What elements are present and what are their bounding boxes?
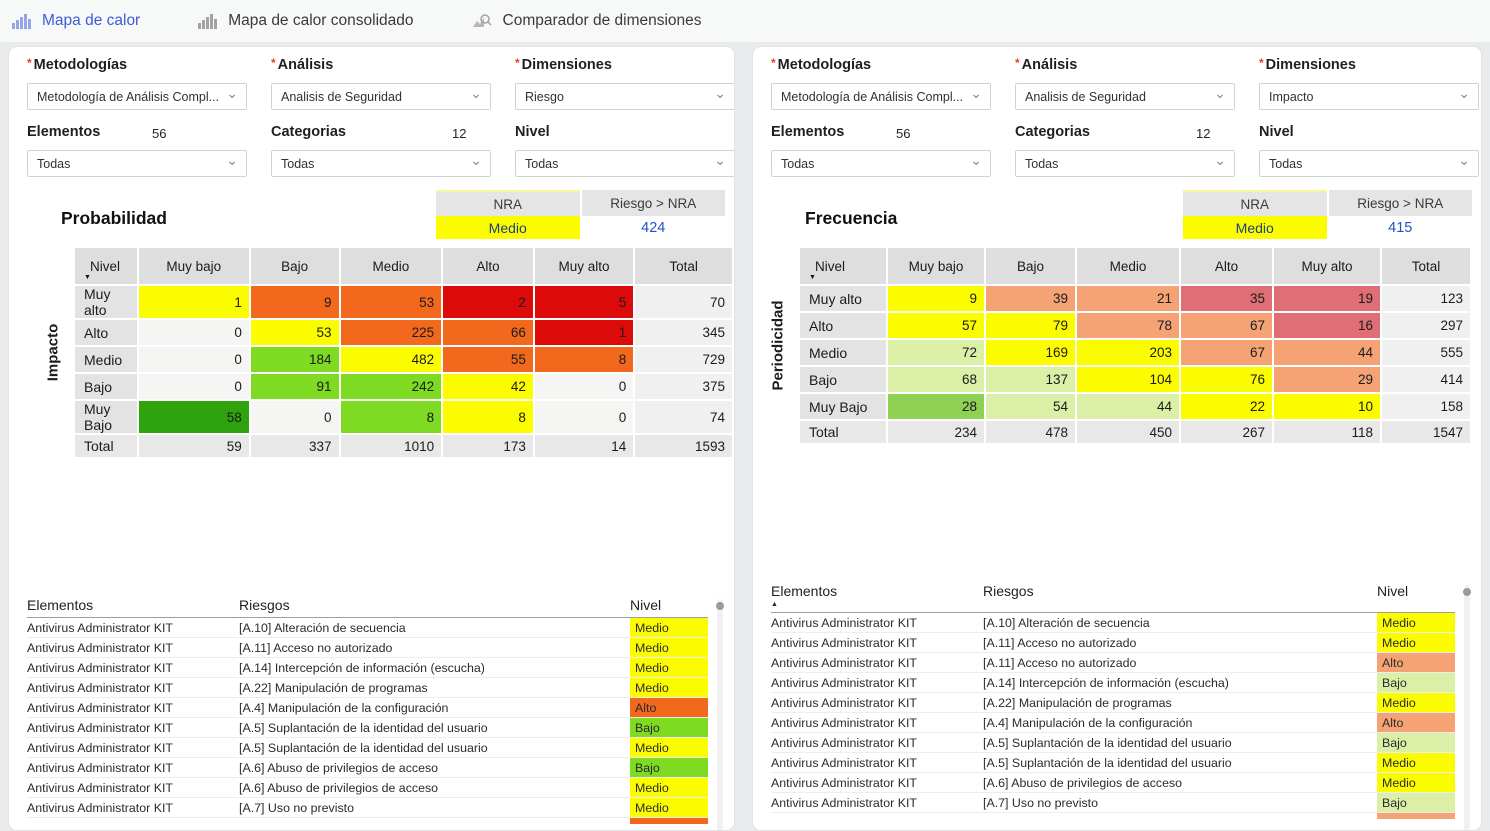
matrix-cell[interactable]: 16 <box>1274 313 1380 338</box>
nivel-cell: Medio <box>1377 693 1455 712</box>
matrix-row-total: 297 <box>1382 313 1470 338</box>
matrix-cell[interactable]: 44 <box>1274 340 1380 365</box>
matrix-column-total: 267 <box>1181 421 1272 443</box>
matrix-cell[interactable]: 68 <box>888 367 984 392</box>
matrix-cell[interactable]: 8 <box>443 401 533 433</box>
filter-label: Elementos <box>27 124 101 140</box>
elemento-cell: Antivirus Administrator KIT <box>27 640 173 655</box>
matrix-grand-total: 1593 <box>635 435 732 457</box>
riesgo-cell: [A.14] Intercepción de información (escucha) <box>983 675 1229 690</box>
riesgo-cell: [A.6] Abuso de privilegios de acceso <box>239 760 439 775</box>
nra-header: NRA <box>1183 190 1327 216</box>
column-header-nivel[interactable]: Nivel <box>1377 583 1409 599</box>
matrix-cell[interactable]: 10 <box>1274 394 1380 419</box>
matrix-cell[interactable]: 1 <box>139 286 249 318</box>
elemento-cell: Antivirus Administrator KIT <box>27 740 173 755</box>
riesgo-cell: [A.5] Suplantación de la identidad del usuario <box>983 755 1232 770</box>
chart-title: Frecuencia <box>805 208 898 228</box>
nivel-cell: Medio <box>1377 753 1455 772</box>
nivel-cell: Medio <box>630 738 708 757</box>
table-row[interactable] <box>771 753 1455 773</box>
filter-dropdown[interactable] <box>515 150 735 177</box>
elemento-cell: Antivirus Administrator KIT <box>771 615 917 630</box>
elemento-cell: Antivirus Administrator KIT <box>771 635 917 650</box>
elemento-cell: Antivirus Administrator KIT <box>771 755 917 770</box>
matrix-cell[interactable]: 2 <box>443 286 533 318</box>
heatmap-matrix <box>73 246 734 459</box>
matrix-row-total: 414 <box>1382 367 1470 392</box>
dropdown-selected-value: Todas <box>1025 156 1059 171</box>
nivel-cell: Medio <box>630 638 708 657</box>
filter-label: Nivel <box>515 124 550 140</box>
matrix-column-total: 234 <box>888 421 984 443</box>
filter-label: Análisis <box>277 57 334 73</box>
riesgo-cell: [A.10] Alteración de secuencia <box>239 620 406 635</box>
matrix-row-label[interactable]: Muy alto <box>75 286 137 318</box>
chevron-down-icon: ⌄ <box>714 85 726 101</box>
matrix-column-total: 337 <box>251 435 339 457</box>
column-chart-icon <box>198 14 217 29</box>
matrix-cell[interactable]: 1 <box>535 320 633 345</box>
heatmap-matrix <box>798 246 1472 445</box>
matrix-cell[interactable]: 169 <box>986 340 1075 365</box>
elemento-cell: Antivirus Administrator KIT <box>27 780 173 795</box>
matrix-cell[interactable]: 67 <box>1181 340 1272 365</box>
matrix-cell[interactable]: 72 <box>888 340 984 365</box>
matrix-column-header[interactable]: Muy bajo <box>888 248 984 284</box>
elemento-cell: Antivirus Administrator KIT <box>27 700 173 715</box>
filter-label: Metodologías <box>33 57 128 73</box>
table-row[interactable] <box>771 733 1455 753</box>
filter-group <box>1259 124 1479 177</box>
riesgo-gt-nra-header: Riesgo > NRA <box>582 190 726 216</box>
dropdown-selected-value: Todas <box>781 156 815 171</box>
matrix-column-header[interactable]: Total <box>1382 248 1470 284</box>
nivel-cell: Medio <box>1377 613 1455 632</box>
matrix-column-header[interactable]: Muy alto <box>535 248 633 284</box>
matrix-cell[interactable]: 22 <box>1181 394 1272 419</box>
filter-dropdown[interactable] <box>771 150 991 177</box>
matrix-column-total: 173 <box>443 435 533 457</box>
chart-title: Probabilidad <box>61 208 167 228</box>
sort-ascending-icon: ▲ <box>771 601 778 608</box>
matrix-corner-header[interactable]: Nivel ▼ <box>800 248 886 284</box>
table-row[interactable] <box>771 613 1455 633</box>
matrix-cell[interactable]: 19 <box>1274 286 1380 311</box>
table-row[interactable] <box>771 633 1455 653</box>
required-asterisk: * <box>1015 56 1020 70</box>
riesgo-gt-nra-header: Riesgo > NRA <box>1329 190 1473 216</box>
column-header-elementos[interactable]: Elementos <box>27 597 94 613</box>
matrix-cell[interactable]: 79 <box>986 313 1075 338</box>
filters-row <box>27 47 734 177</box>
matrix-row-label[interactable]: Medio <box>75 347 137 372</box>
matrix-column-total: 14 <box>535 435 633 457</box>
matrix-cell[interactable]: 184 <box>251 347 339 372</box>
riesgo-cell: [A.22] Manipulación de programas <box>983 695 1172 710</box>
partial-next-row <box>630 818 708 824</box>
filter-group <box>771 57 991 110</box>
tab-bar <box>0 0 1490 42</box>
nivel-cell: Medio <box>630 678 708 697</box>
table-row[interactable] <box>771 673 1455 693</box>
matrix-row-total: 158 <box>1382 394 1470 419</box>
riesgo-cell: [A.14] Intercepción de información (escucha) <box>239 660 485 675</box>
matrix-corner-header[interactable]: Nivel ▼ <box>75 248 137 284</box>
matrix-cell[interactable]: 76 <box>1181 367 1272 392</box>
filter-dropdown[interactable] <box>271 150 491 177</box>
dropdown-selected-value: Todas <box>37 156 71 171</box>
filter-dropdown[interactable] <box>771 83 991 110</box>
matrix-row-label[interactable]: Bajo <box>75 374 137 399</box>
matrix-cell[interactable]: 104 <box>1077 367 1179 392</box>
filter-label: Metodologías <box>777 57 872 73</box>
dropdown-selected-value: Todas <box>1269 156 1303 171</box>
matrix-cell[interactable]: 91 <box>251 374 339 399</box>
matrix-cell[interactable]: 242 <box>341 374 442 399</box>
filter-dropdown[interactable] <box>1015 83 1235 110</box>
chevron-down-icon: ⌄ <box>470 152 482 168</box>
y-axis-label: Periodicidad <box>769 300 787 391</box>
riesgo-cell: [A.5] Suplantación de la identidad del usuario <box>983 735 1232 750</box>
matrix-row-total: 555 <box>1382 340 1470 365</box>
filter-group <box>1015 124 1235 177</box>
nivel-cell: Alto <box>1377 713 1455 732</box>
table-row[interactable] <box>27 798 708 818</box>
column-chart-icon <box>12 14 31 29</box>
table-row[interactable] <box>771 713 1455 733</box>
filter-group <box>1259 57 1479 110</box>
matrix-row-total: 70 <box>635 286 732 318</box>
matrix-row-total: 375 <box>635 374 732 399</box>
matrix-cell[interactable]: 203 <box>1077 340 1179 365</box>
matrix-column-header[interactable]: Muy alto <box>1274 248 1380 284</box>
column-header-riesgos[interactable]: Riesgos <box>983 583 1034 599</box>
riesgo-cell: [A.4] Manipulación de la configuración <box>983 715 1193 730</box>
matrix-total-row-label: Total <box>75 435 137 457</box>
tab-label: Mapa de calor consolidado <box>228 12 414 29</box>
riesgo-cell: [A.22] Manipulación de programas <box>239 680 428 695</box>
required-asterisk: * <box>271 56 276 70</box>
filter-group <box>515 124 735 177</box>
riesgo-cell: [A.10] Alteración de secuencia <box>983 615 1150 630</box>
filter-count: 56 <box>896 126 911 141</box>
riesgo-cell: [A.6] Abuso de privilegios de acceso <box>983 775 1183 790</box>
nivel-cell: Medio <box>630 798 708 817</box>
tab-label: Comparador de dimensiones <box>502 12 702 29</box>
filter-dropdown[interactable] <box>1259 83 1479 110</box>
filter-label: Análisis <box>1021 57 1078 73</box>
matrix-cell[interactable]: 0 <box>139 320 249 345</box>
matrix-cell[interactable]: 8 <box>535 347 633 372</box>
table-row[interactable] <box>27 658 708 678</box>
panels-container <box>0 42 1490 831</box>
nivel-cell: Medio <box>1377 633 1455 652</box>
matrix-row-total: 345 <box>635 320 732 345</box>
matrix-column-total: 59 <box>139 435 249 457</box>
nra-header: NRA <box>436 190 580 216</box>
matrix-cell[interactable]: 53 <box>341 286 442 318</box>
matrix-row-label[interactable]: Muy Bajo <box>800 394 886 419</box>
matrix-cell[interactable]: 8 <box>341 401 442 433</box>
scrollbar-thumb[interactable] <box>1463 588 1471 596</box>
riesgo-cell: [A.7] Uso no previsto <box>983 795 1099 810</box>
matrix-column-total: 1010 <box>341 435 442 457</box>
elemento-cell: Antivirus Administrator KIT <box>771 655 917 670</box>
filter-label: Categorias <box>1015 124 1090 140</box>
matrix-column-total: 478 <box>986 421 1075 443</box>
nivel-cell: Bajo <box>1377 733 1455 752</box>
matrix-cell[interactable]: 78 <box>1077 313 1179 338</box>
matrix-cell[interactable]: 225 <box>341 320 442 345</box>
matrix-cell[interactable]: 58 <box>139 401 249 433</box>
table-row[interactable] <box>27 758 708 778</box>
chevron-down-icon: ⌄ <box>226 85 238 101</box>
dropdown-selected-value: Riesgo <box>525 89 564 104</box>
table-row[interactable] <box>27 638 708 658</box>
matrix-cell[interactable]: 0 <box>139 374 249 399</box>
nivel-cell: Medio <box>630 658 708 677</box>
nivel-cell: Bajo <box>1377 793 1455 812</box>
table-row[interactable] <box>27 698 708 718</box>
nivel-cell: Medio <box>1377 773 1455 792</box>
chevron-down-icon: ⌄ <box>714 152 726 168</box>
filter-count: 56 <box>152 126 167 141</box>
matrix-column-header[interactable]: Bajo <box>251 248 339 284</box>
scrollbar-thumb[interactable] <box>716 602 724 610</box>
matrix-row-label[interactable]: Muy alto <box>800 286 886 311</box>
matrix-row-label[interactable]: Alto <box>800 313 886 338</box>
filter-dropdown[interactable] <box>271 83 491 110</box>
nra-summary <box>436 190 725 239</box>
table-row[interactable] <box>27 618 708 638</box>
dropdown-selected-value: Impacto <box>1269 89 1314 104</box>
elemento-cell: Antivirus Administrator KIT <box>27 660 173 675</box>
nivel-cell: Bajo <box>630 758 708 777</box>
filter-count: 12 <box>452 126 467 141</box>
matrix-cell[interactable]: 29 <box>1274 367 1380 392</box>
elemento-cell: Antivirus Administrator KIT <box>771 795 917 810</box>
heatmap-panel <box>8 46 735 831</box>
chevron-down-icon: ⌄ <box>226 152 238 168</box>
elemento-cell: Antivirus Administrator KIT <box>771 735 917 750</box>
elemento-cell: Antivirus Administrator KIT <box>27 680 173 695</box>
matrix-row-label[interactable]: Bajo <box>800 367 886 392</box>
matrix-row-total: 74 <box>635 401 732 433</box>
filter-count: 12 <box>1196 126 1211 141</box>
elemento-cell: Antivirus Administrator KIT <box>771 715 917 730</box>
matrix-grand-total: 1547 <box>1382 421 1470 443</box>
filter-group <box>771 124 991 177</box>
dropdown-selected-value: Metodología de Análisis Compl... <box>37 89 220 104</box>
matrix-cell[interactable]: 5 <box>535 286 633 318</box>
table-row[interactable] <box>27 718 708 738</box>
filter-group <box>1015 57 1235 110</box>
tab[interactable] <box>12 12 140 30</box>
column-header-elementos[interactable]: Elementos ▲ <box>771 583 983 608</box>
filter-group <box>27 124 247 177</box>
elemento-cell: Antivirus Administrator KIT <box>27 800 173 815</box>
matrix-cell[interactable]: 57 <box>888 313 984 338</box>
riesgo-cell: [A.11] Acceso no autorizado <box>983 635 1137 650</box>
matrix-row-label[interactable]: Alto <box>75 320 137 345</box>
sort-descending-icon: ▼ <box>809 274 816 281</box>
riesgo-cell: [A.5] Suplantación de la identidad del usuario <box>239 740 488 755</box>
nra-summary <box>1183 190 1472 239</box>
matrix-cell[interactable]: 53 <box>251 320 339 345</box>
riesgo-cell: [A.5] Suplantación de la identidad del usuario <box>239 720 488 735</box>
riesgo-cell: [A.11] Acceso no autorizado <box>983 655 1137 670</box>
matrix-cell[interactable]: 42 <box>443 374 533 399</box>
filter-label: Elementos <box>771 124 845 140</box>
scrollbar-track[interactable] <box>1464 585 1470 831</box>
matrix-row-label[interactable]: Muy Bajo <box>75 401 137 433</box>
matrix-row-total: 123 <box>1382 286 1470 311</box>
matrix-cell[interactable]: 0 <box>139 347 249 372</box>
dropdown-selected-value: Todas <box>281 156 315 171</box>
chevron-down-icon: ⌄ <box>1214 152 1226 168</box>
chevron-down-icon: ⌄ <box>1458 152 1470 168</box>
matrix-total-row-label: Total <box>800 421 886 443</box>
column-header-nivel[interactable]: Nivel <box>630 597 662 613</box>
filter-dropdown[interactable] <box>1015 150 1235 177</box>
partial-next-row <box>1377 813 1455 819</box>
filter-dropdown[interactable] <box>515 83 735 110</box>
filters-row <box>771 47 1481 177</box>
nivel-cell: Bajo <box>1377 673 1455 692</box>
table-row[interactable] <box>27 678 708 698</box>
scrollbar-track[interactable] <box>717 599 723 831</box>
dropdown-selected-value: Metodología de Análisis Compl... <box>781 89 964 104</box>
required-asterisk: * <box>515 56 520 70</box>
riesgo-cell: [A.6] Abuso de privilegios de acceso <box>239 780 439 795</box>
column-header-riesgos[interactable]: Riesgos <box>239 597 290 613</box>
elemento-cell: Antivirus Administrator KIT <box>771 675 917 690</box>
matrix-column-header[interactable]: Medio <box>341 248 442 284</box>
chevron-down-icon: ⌄ <box>970 85 982 101</box>
tab[interactable] <box>472 12 702 30</box>
filter-label: Nivel <box>1259 124 1294 140</box>
matrix-cell[interactable]: 54 <box>986 394 1075 419</box>
tab-label: Mapa de calor <box>42 12 141 29</box>
dropdown-selected-value: Analisis de Seguridad <box>1025 89 1146 104</box>
matrix-column-header[interactable]: Bajo <box>986 248 1075 284</box>
nivel-cell: Medio <box>630 618 708 637</box>
filter-label: Dimensiones <box>1265 57 1356 73</box>
riesgo-cell: [A.4] Manipulación de la configuración <box>239 700 449 715</box>
matrix-cell[interactable]: 482 <box>341 347 442 372</box>
matrix-cell[interactable]: 39 <box>986 286 1075 311</box>
filter-group <box>515 57 735 110</box>
elemento-cell: Antivirus Administrator KIT <box>27 760 173 775</box>
risk-table <box>27 597 726 824</box>
nivel-cell: Alto <box>1377 653 1455 672</box>
table-row[interactable] <box>27 738 708 758</box>
matrix-cell[interactable]: 9 <box>888 286 984 311</box>
riesgo-cell: [A.7] Uso no previsto <box>239 800 355 815</box>
required-asterisk: * <box>771 56 776 70</box>
risk-table <box>771 583 1473 819</box>
elemento-cell: Antivirus Administrator KIT <box>27 720 173 735</box>
elemento-cell: Antivirus Administrator KIT <box>27 620 173 635</box>
table-row[interactable] <box>771 793 1455 813</box>
filter-dropdown[interactable] <box>27 150 247 177</box>
matrix-cell[interactable]: 137 <box>986 367 1075 392</box>
matrix-column-header[interactable]: Total <box>635 248 732 284</box>
nra-level-value: Medio <box>436 216 580 239</box>
dropdown-selected-value: Analisis de Seguridad <box>281 89 402 104</box>
filter-group <box>271 57 491 110</box>
filter-group <box>27 57 247 110</box>
matrix-row-total: 729 <box>635 347 732 372</box>
chart-magnifier-icon <box>472 13 492 29</box>
required-asterisk: * <box>1259 56 1264 70</box>
nivel-cell: Bajo <box>630 718 708 737</box>
table-row[interactable] <box>27 778 708 798</box>
matrix-column-total: 450 <box>1077 421 1179 443</box>
matrix-cell[interactable]: 0 <box>251 401 339 433</box>
chevron-down-icon: ⌄ <box>1458 85 1470 101</box>
nivel-cell: Medio <box>630 778 708 797</box>
filter-group <box>271 124 491 177</box>
matrix-cell[interactable]: 21 <box>1077 286 1179 311</box>
matrix-cell[interactable]: 9 <box>251 286 339 318</box>
matrix-column-header[interactable]: Alto <box>1181 248 1272 284</box>
y-axis-label: Impacto <box>44 323 62 382</box>
chevron-down-icon: ⌄ <box>970 152 982 168</box>
matrix-row-label[interactable]: Medio <box>800 340 886 365</box>
filter-label: Categorias <box>271 124 346 140</box>
heatmap-panel <box>752 46 1482 831</box>
elemento-cell: Antivirus Administrator KIT <box>771 695 917 710</box>
matrix-cell[interactable]: 35 <box>1181 286 1272 311</box>
dropdown-selected-value: Todas <box>525 156 559 171</box>
matrix-column-header[interactable]: Alto <box>443 248 533 284</box>
matrix-cell[interactable]: 55 <box>443 347 533 372</box>
matrix-cell[interactable]: 66 <box>443 320 533 345</box>
sort-descending-icon: ▼ <box>84 274 91 281</box>
riesgo-cell: [A.11] Acceso no autorizado <box>239 640 393 655</box>
filter-label: Dimensiones <box>521 57 612 73</box>
matrix-column-header[interactable]: Muy bajo <box>139 248 249 284</box>
nivel-cell: Alto <box>630 698 708 717</box>
matrix-cell[interactable]: 67 <box>1181 313 1272 338</box>
tab[interactable] <box>198 12 413 30</box>
matrix-cell[interactable]: 0 <box>535 401 633 433</box>
matrix-cell[interactable]: 0 <box>535 374 633 399</box>
table-row[interactable] <box>771 653 1455 673</box>
required-asterisk: * <box>27 56 32 70</box>
matrix-cell[interactable]: 28 <box>888 394 984 419</box>
filter-dropdown[interactable] <box>27 83 247 110</box>
riesgo-gt-nra-value: 415 <box>1388 219 1413 236</box>
matrix-column-total: 118 <box>1274 421 1380 443</box>
matrix-cell[interactable]: 44 <box>1077 394 1179 419</box>
riesgo-gt-nra-value: 424 <box>641 219 666 236</box>
table-row[interactable] <box>771 773 1455 793</box>
filter-dropdown[interactable] <box>1259 150 1479 177</box>
elemento-cell: Antivirus Administrator KIT <box>771 775 917 790</box>
chevron-down-icon: ⌄ <box>470 85 482 101</box>
table-row[interactable] <box>771 693 1455 713</box>
nra-level-value: Medio <box>1183 216 1327 239</box>
chevron-down-icon: ⌄ <box>1214 85 1226 101</box>
matrix-column-header[interactable]: Medio <box>1077 248 1179 284</box>
